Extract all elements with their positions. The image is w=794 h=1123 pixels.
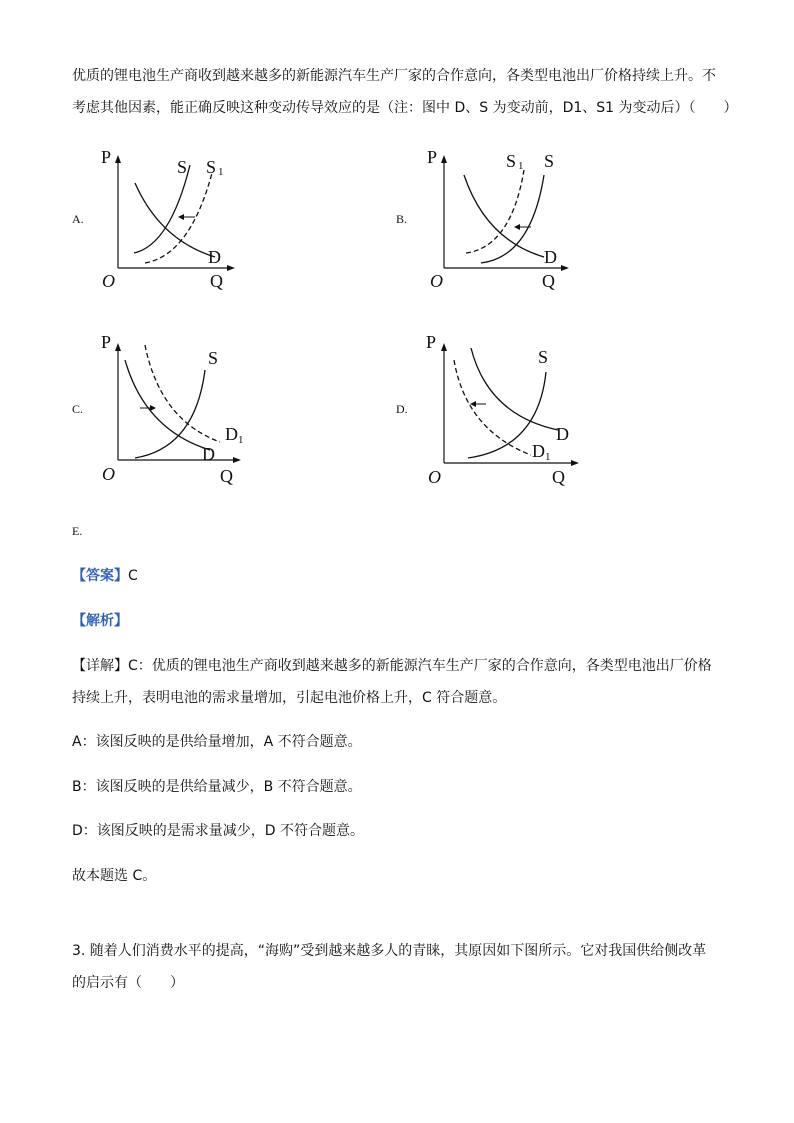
- graph-c-q-label: Q: [220, 466, 233, 486]
- graph-a-shift-arrow: [178, 214, 184, 220]
- graph-c-origin-label: O: [102, 464, 115, 484]
- graph-a-supply-curve-shifted: [145, 173, 212, 263]
- answer-label: 【答案】: [72, 568, 128, 584]
- question3-line-2: 的启示有（ ）: [72, 975, 184, 991]
- graph-d-d1-subscript: 1: [545, 451, 551, 463]
- graph-d: [426, 330, 586, 490]
- graph-c-p-label: P: [101, 332, 112, 352]
- graph-d-origin-label: O: [428, 467, 441, 487]
- option-d-label[interactable]: D.: [396, 402, 408, 416]
- graph-b-p-label: P: [427, 147, 438, 167]
- graph-a-d-label: D: [208, 247, 221, 267]
- answer-value: C: [128, 568, 138, 584]
- graph-c-d1-label: D: [225, 424, 238, 444]
- graph-b-supply-curve-shifted: [466, 170, 524, 253]
- graph-b-q-label: Q: [542, 271, 555, 291]
- option-a-label[interactable]: A.: [72, 212, 84, 226]
- detail-line-1: [72, 656, 712, 676]
- analysis-label: 【解析】: [72, 613, 128, 629]
- graph-d-q-label: Q: [552, 467, 565, 487]
- graph-a-demand-curve: [135, 183, 215, 257]
- graph-a-s-label: S: [177, 157, 188, 177]
- explanation-a: A：该图反映的是供给量增加，A 不符合题意。: [72, 734, 362, 750]
- graph-a: [100, 145, 240, 295]
- graph-b-s1-label: S: [506, 151, 517, 171]
- graph-c-d1-subscript: 1: [238, 434, 244, 446]
- graph-a-s1-subscript: 1: [218, 166, 224, 178]
- graph-b-origin-label: O: [430, 271, 443, 291]
- graph-d-p-label: P: [426, 332, 437, 352]
- graph-d-d1-label: D: [532, 441, 545, 461]
- analysis-line: [72, 611, 128, 631]
- explanation-b: B：该图反映的是供给量减少，B 不符合题意。: [72, 779, 362, 795]
- question-line-1: 优质的锂电池生产商收到越来越多的新能源汽车生产厂家的合作意向，各类型电池出厂价格持续上升。不: [72, 68, 716, 84]
- graph-a-origin-label: O: [102, 271, 115, 291]
- detail-line-2: 持续上升，表明电池的需求量增加，引起电池价格上升，C 符合题意。: [72, 690, 507, 706]
- graph-c-d-label: D: [202, 444, 215, 464]
- graph-d-s-label: S: [538, 347, 549, 367]
- graph-b-s-label: S: [544, 151, 555, 171]
- graph-d-demand-curve-shifted: [454, 360, 531, 455]
- option-c-label[interactable]: C.: [72, 402, 84, 416]
- answer-line: [72, 566, 138, 586]
- graph-a-s1-label: S: [206, 157, 217, 177]
- question-line-2: 考虑其他因素，能正确反映这种变动传导效应的是（注：图中 D、S 为变动前，D1、S1 为变动后）（ ）: [72, 100, 738, 116]
- graph-b-s1-subscript: 1: [518, 160, 524, 172]
- graph-b-d-label: D: [544, 247, 557, 267]
- graph-a-p-label: P: [101, 147, 112, 167]
- graph-c-s-label: S: [208, 348, 219, 368]
- explanation-d: D：该图反映的是需求量减少，D 不符合题意。: [72, 823, 365, 839]
- graph-b-supply-curve: [481, 175, 544, 263]
- question3-line-1: 3. 随着人们消费水平的提高，“海购”受到越来越多人的青睐，其原因如下图所示。它对我国供给侧改革: [72, 943, 707, 959]
- graph-b-shift-arrow: [514, 224, 520, 230]
- graph-a-q-label: Q: [210, 271, 223, 291]
- detail-text-1: C：优质的锂电池生产商收到越来越多的新能源汽车生产厂家的合作意向，各类型电池出厂价格: [128, 658, 712, 674]
- graph-c-shift-arrow: [150, 405, 156, 411]
- conclusion: 故本题选 C。: [72, 868, 157, 884]
- option-e-label[interactable]: E.: [72, 524, 83, 538]
- option-b-label[interactable]: B.: [396, 212, 408, 226]
- graph-d-d-label: D: [556, 424, 569, 444]
- graph-c: [100, 330, 250, 490]
- graph-b: [426, 145, 576, 295]
- graph-b-demand-curve: [464, 175, 544, 257]
- detail-label: 【详解】: [72, 658, 128, 674]
